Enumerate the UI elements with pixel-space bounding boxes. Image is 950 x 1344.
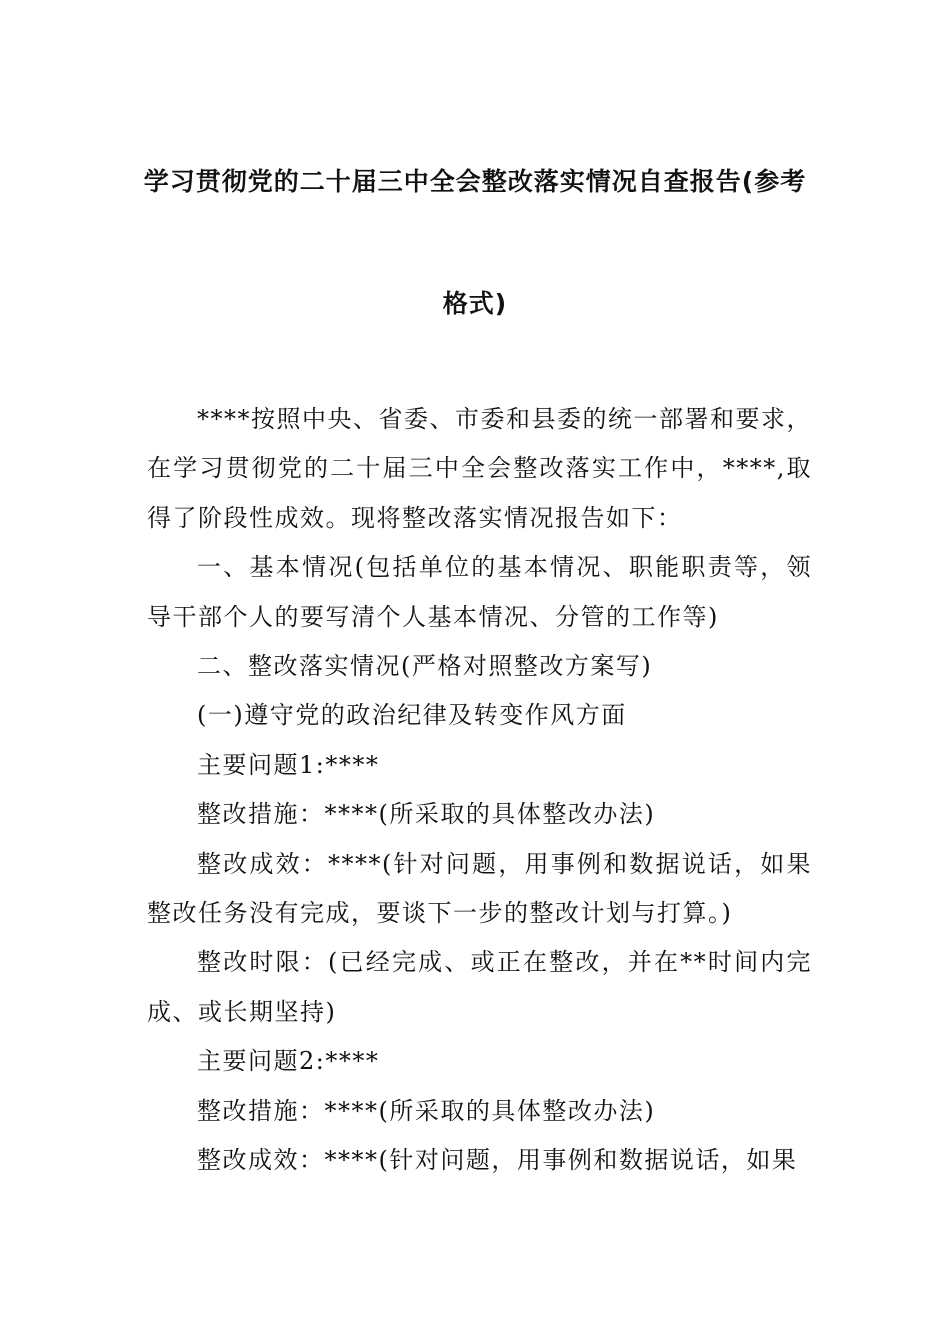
paragraph-basic-info: 一、基本情况(包括单位的基本情况、职能职责等，领导干部个人的要写清个人基本情况、分管的工作等): [147, 553, 812, 631]
paragraph-intro: ****按照中央、省委、市委和县委的统一部署和要求，在学习贯彻党的二十届三中全会整改落实工作中，****,取得了阶段性成效。现将整改落实情况报告如下：: [147, 405, 812, 532]
paragraph-rectification-heading: 二、整改落实情况(严格对照整改方案写): [197, 652, 653, 681]
document-body: [147, 395, 812, 1186]
paragraph-results-2: 整改成效：****(针对问题，用事例和数据说话，如果: [197, 1146, 798, 1175]
paragraph-deadline-1: 整改时限：(已经完成、或正在整改，并在**时间内完成、或长期坚持): [147, 948, 812, 1026]
document-title-line-1: 学习贯彻党的二十届三中全会整改落实情况自查报告(参考: [143, 167, 807, 196]
paragraph-results-1: 整改成效：****(针对问题，用事例和数据说话，如果整改任务没有完成，要谈下一步的整改计划与打算。): [147, 849, 812, 928]
paragraph-section-1: (一)遵守党的政治纪律及转变作风方面: [197, 701, 627, 730]
document-title-line-2: 格式): [442, 289, 508, 318]
paragraph-problem-2: 主要问题2:****: [197, 1047, 380, 1076]
paragraph-measures-1: 整改措施：****(所采取的具体整改办法): [197, 800, 656, 829]
paragraph-problem-1: 主要问题1:****: [197, 750, 380, 779]
paragraph-measures-2: 整改措施：****(所采取的具体整改办法): [197, 1096, 656, 1125]
